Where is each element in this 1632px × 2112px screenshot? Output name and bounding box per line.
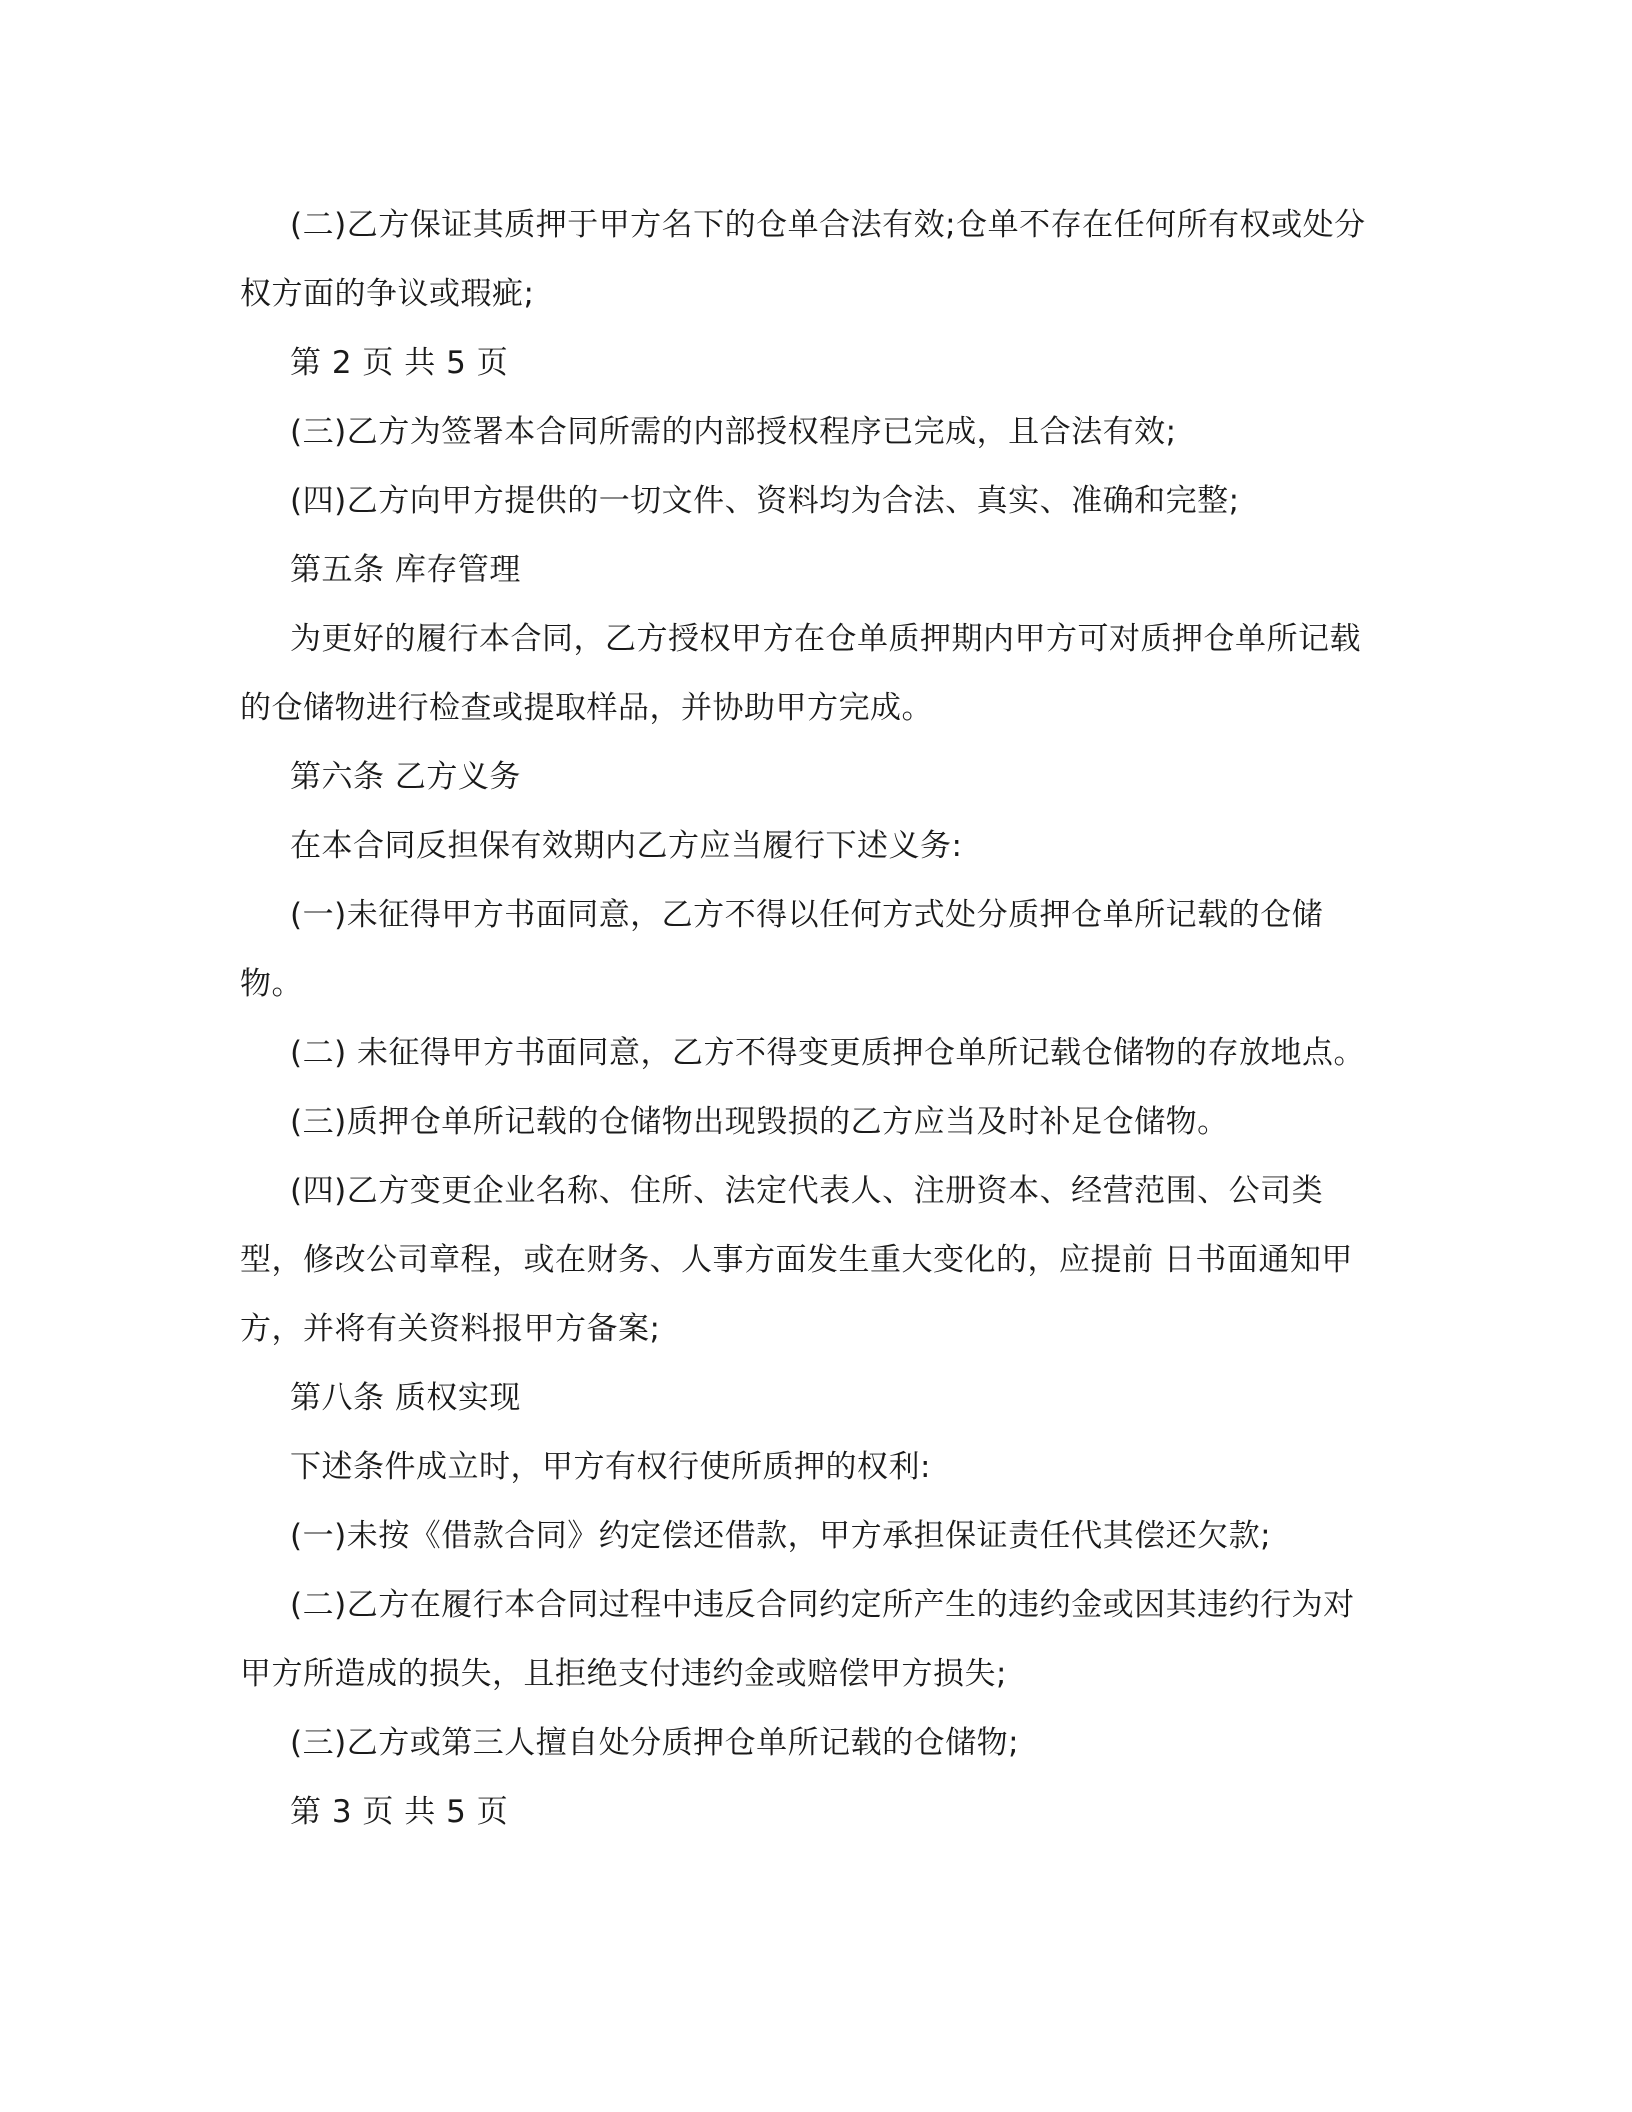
paragraph-line: (二) 未征得甲方书面同意，乙方不得变更质押仓单所记载仓储物的存放地点。: [290, 1035, 1366, 1071]
paragraph-line: (四)乙方变更企业名称、住所、法定代表人、注册资本、经营范围、公司类: [290, 1173, 1324, 1209]
paragraph-line: (四)乙方向甲方提供的一切文件、资料均为合法、真实、准确和完整;: [290, 483, 1240, 519]
paragraph-line: (二)乙方在履行本合同过程中违反合同约定所产生的违约金或因其违约行为对: [290, 1587, 1355, 1623]
paragraph-line: 的仓储物进行检查或提取样品，并协助甲方完成。: [240, 690, 933, 726]
paragraph-line: 物。: [240, 966, 303, 1002]
paragraph-line: 为更好的履行本合同，乙方授权甲方在仓单质押期内甲方可对质押仓单所记载: [290, 621, 1361, 657]
paragraph-line: 权方面的争议或瑕疵;: [240, 276, 535, 312]
section-heading: 第五条 库存管理: [290, 552, 521, 588]
page-number-label: 第 3 页 共 5 页: [290, 1794, 509, 1830]
paragraph-line: (一)未征得甲方书面同意，乙方不得以任何方式处分质押仓单所记载的仓储: [290, 897, 1324, 933]
section-heading: 第六条 乙方义务: [290, 759, 521, 795]
paragraph-line: 下述条件成立时，甲方有权行使所质押的权利:: [290, 1449, 931, 1485]
page-number-label: 第 2 页 共 5 页: [290, 345, 509, 381]
paragraph-line: 方，并将有关资料报甲方备案;: [240, 1311, 661, 1347]
paragraph-line: 在本合同反担保有效期内乙方应当履行下述义务:: [290, 828, 963, 864]
paragraph-line: (三)质押仓单所记载的仓储物出现毁损的乙方应当及时补足仓储物。: [290, 1104, 1229, 1140]
paragraph-line: (一)未按《借款合同》约定偿还借款，甲方承担保证责任代其偿还欠款;: [290, 1518, 1272, 1554]
section-heading: 第八条 质权实现: [290, 1380, 521, 1416]
paragraph-line: (二)乙方保证其质押于甲方名下的仓单合法有效;仓单不存在任何所有权或处分: [290, 207, 1366, 243]
paragraph-line: 型，修改公司章程，或在财务、人事方面发生重大变化的，应提前 日书面通知甲: [240, 1242, 1353, 1278]
paragraph-line: (三)乙方或第三人擅自处分质押仓单所记载的仓储物;: [290, 1725, 1020, 1761]
paragraph-line: (三)乙方为签署本合同所需的内部授权程序已完成，且合法有效;: [290, 414, 1177, 450]
paragraph-line: 甲方所造成的损失，且拒绝支付违约金或赔偿甲方损失;: [240, 1656, 1007, 1692]
